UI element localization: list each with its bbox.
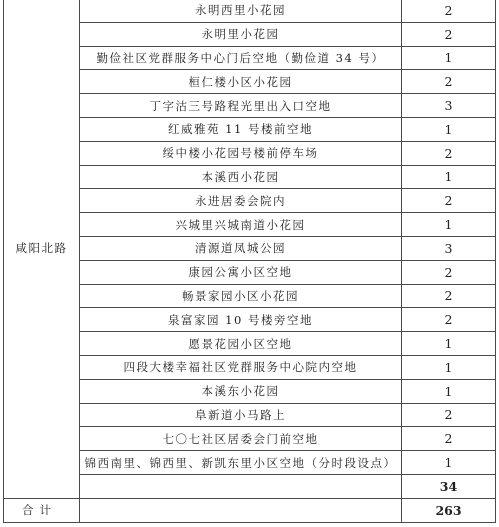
location-cell: 阜新道小马路上 (80, 403, 402, 427)
location-cell: 康园公寓小区空地 (80, 260, 402, 284)
location-cell: 勤俭社区党群服务中心门后空地（勤俭道 34 号） (80, 46, 402, 70)
location-cell: 愿景花园小区空地 (80, 332, 402, 356)
location-cell: 红威雅苑 11 号楼前空地 (80, 117, 402, 141)
count-cell: 2 (402, 189, 496, 213)
total-empty-cell (80, 498, 402, 522)
count-cell: 1 (402, 213, 496, 237)
location-cell: 本溪西小花园 (80, 165, 402, 189)
location-cell: 清源道凤城公园 (80, 236, 402, 260)
count-cell: 2 (402, 403, 496, 427)
count-cell: 2 (402, 141, 496, 165)
location-cell: 本溪东小花园 (80, 379, 402, 403)
distribution-table (3, 0, 496, 523)
subtotal-empty-cell (80, 474, 402, 498)
count-cell: 2 (402, 427, 496, 451)
count-cell: 2 (402, 308, 496, 332)
total-cell: 263 (402, 498, 496, 522)
count-cell: 1 (402, 355, 496, 379)
location-cell: 兴城里兴城南道小花园 (80, 213, 402, 237)
location-cell: 四段大楼幸福社区党群服务中心院内空地 (80, 355, 402, 379)
count-cell: 3 (402, 94, 496, 118)
count-cell: 1 (402, 332, 496, 356)
location-cell: 泉富家园 10 号楼旁空地 (80, 308, 402, 332)
location-cell: 畅景家园小区小花园 (80, 284, 402, 308)
table-body (4, 0, 496, 522)
location-cell: 桓仁楼小区小花园 (80, 70, 402, 94)
count-cell: 1 (402, 165, 496, 189)
count-cell: 2 (402, 0, 496, 22)
district-cell: 咸阳北路 (4, 0, 80, 498)
count-cell: 1 (402, 117, 496, 141)
location-cell: 绥中楼小花园号楼前停车场 (80, 141, 402, 165)
count-cell: 1 (402, 46, 496, 70)
count-cell: 2 (402, 70, 496, 94)
location-cell: 永进居委会院内 (80, 189, 402, 213)
total-label-cell: 合计 (4, 498, 80, 522)
location-cell: 七〇七社区居委会门前空地 (80, 427, 402, 451)
table-row (4, 0, 496, 22)
total-row (4, 498, 496, 522)
count-cell: 3 (402, 236, 496, 260)
count-cell: 2 (402, 284, 496, 308)
location-cell: 锦西南里、锦西里、新凯东里小区空地（分时段设点） (80, 451, 402, 475)
location-cell: 永明西里小花园 (80, 0, 402, 22)
subtotal-cell: 34 (402, 474, 496, 498)
count-cell: 2 (402, 260, 496, 284)
location-cell: 丁字沽三号路程光里出入口空地 (80, 94, 402, 118)
count-cell: 2 (402, 22, 496, 46)
count-cell: 1 (402, 379, 496, 403)
count-cell: 1 (402, 451, 496, 475)
location-cell: 永明里小花园 (80, 22, 402, 46)
